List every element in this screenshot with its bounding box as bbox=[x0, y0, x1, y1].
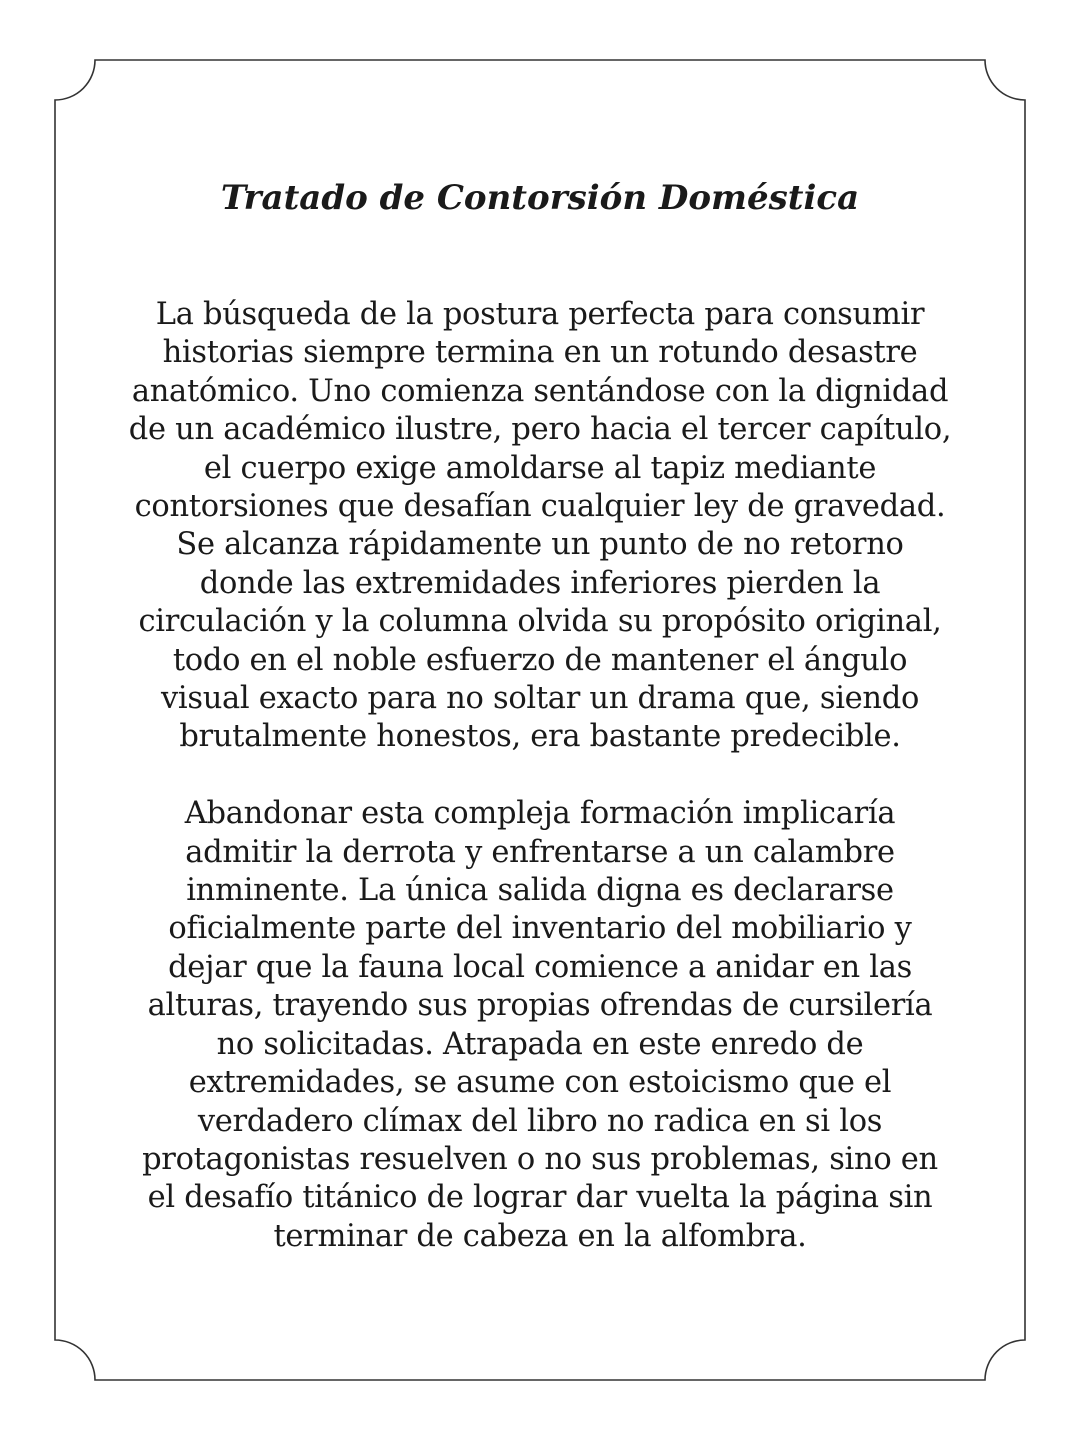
paragraph-2: Abandonar esta compleja formación implicaría admitir la derrota y enfrentarse a un calambre inminente. La única salida digna es declararse oficialmente parte del inventario del mobiliario y dejar que la fauna local comience a anidar en las alturas, trayendo sus propias ofrendas de cursilería no solicitadas. Atrapada en este enredo de extremidades, se asume con estoicismo que el verdadero clímax del libro no radica en si los protagonistas resuelven o no sus problemas, sino en el desafío titánico de lograr dar vuelta la página sin terminar de cabeza en la alfombra. bbox=[142, 796, 938, 1254]
document-body bbox=[128, 296, 952, 1295]
document-title: Tratado de Contorsión Doméstica bbox=[220, 178, 860, 218]
paragraph-1: La búsqueda de la postura perfecta para consumir historias siempre termina en un rotundo desastre anatómico. Uno comienza sentándose con la dignidad de un académico ilustre, pero hacia el tercer capítulo, el cuerpo exige amoldarse al tapiz mediante contorsiones que desafían cualquier ley de gravedad. Se alcanza rápidamente un punto de no retorno donde las extremidades inferiores pierden la circulación y la columna olvida su propósito original, todo en el noble esfuerzo de mantener el ángulo visual exacto para no soltar un drama que, siendo brutalmente honestos, era bastante predecible. bbox=[128, 297, 952, 755]
